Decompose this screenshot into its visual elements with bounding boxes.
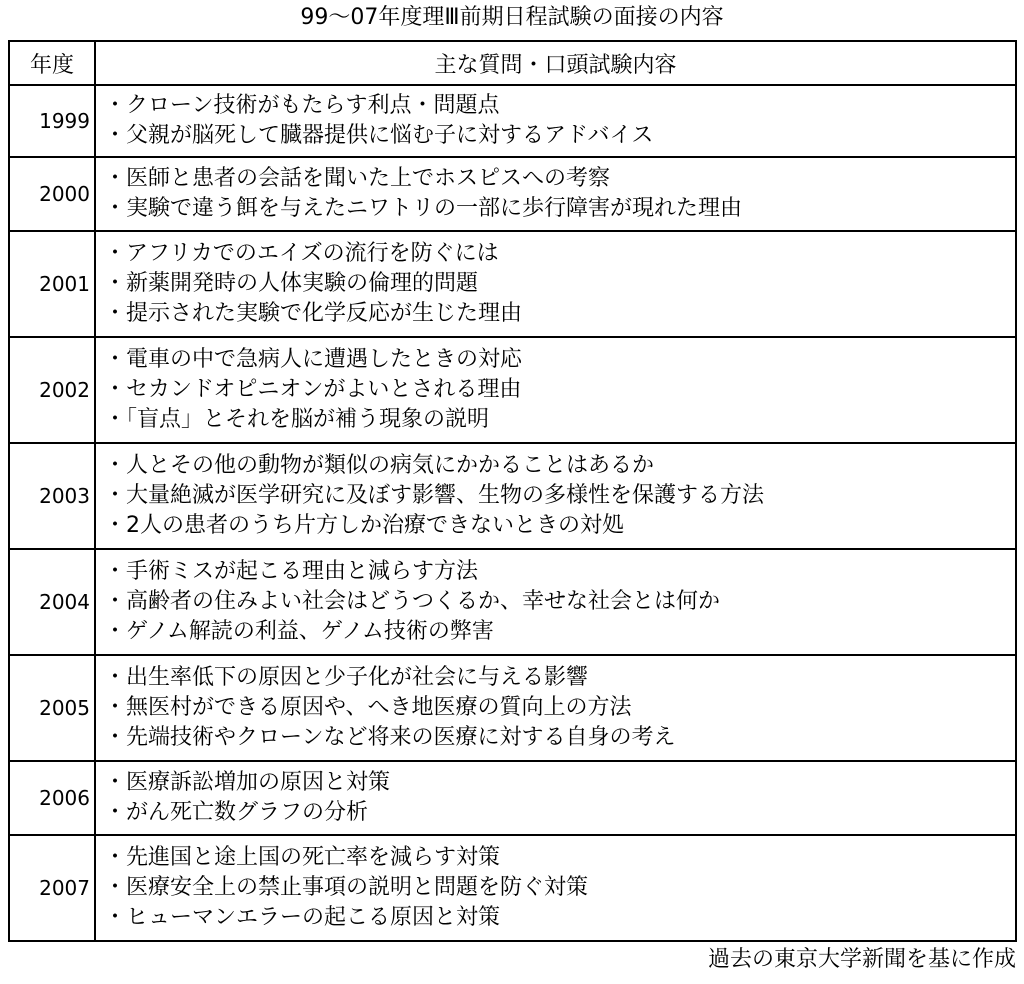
year-cell: 1999: [9, 85, 95, 157]
content-cell: [95, 443, 1016, 549]
table-row: [9, 655, 1016, 761]
question-item: ・人とその他の動物が類似の病気にかかることはあるか: [104, 453, 655, 478]
table-row: [9, 85, 1016, 157]
question-item: ・手術ミスが起こる理由と減らす方法: [104, 559, 479, 584]
question-item: ・電車の中で急病人に遭遇したときの対応: [104, 347, 523, 372]
content-cell: [95, 761, 1016, 835]
question-item: ・がん死亡数グラフの分析: [104, 800, 369, 825]
table-row: [9, 835, 1016, 941]
source-note: 過去の東京大学新聞を基に作成: [707, 947, 1016, 972]
question-item: ・出生率低下の原因と少子化が社会に与える影響: [104, 665, 589, 690]
question-item: ・医療安全上の禁止事項の説明と問題を防ぐ対策: [104, 875, 589, 900]
header-row: [9, 41, 1016, 85]
year-cell: 2003: [9, 443, 95, 549]
question-item: ・医師と患者の会話を聞いた上でホスピスへの考察: [104, 166, 611, 191]
interview-table: [8, 40, 1017, 942]
content-cell: [95, 337, 1016, 443]
question-item: ・セカンドオピニオンがよいとされる理由: [104, 377, 522, 402]
content-cell: [95, 549, 1016, 655]
question-item: ・無医村ができる原因や、へき地医療の質向上の方法: [104, 695, 632, 720]
question-item: ・先進国と途上国の死亡率を減らす対策: [104, 845, 501, 870]
table-row: [9, 337, 1016, 443]
question-item: ・大量絶滅が医学研究に及ぼす影響、生物の多様性を保護する方法: [104, 483, 765, 508]
content-cell: [95, 85, 1016, 157]
question-item: ・アフリカでのエイズの流行を防ぐには: [104, 241, 499, 266]
question-item: ・クローン技術がもたらす利点・問題点: [104, 93, 500, 118]
question-item: ・「盲点」とそれを脳が補う現象の説明: [104, 407, 490, 432]
year-cell: 2006: [9, 761, 95, 835]
content-cell: [95, 655, 1016, 761]
year-cell: 2005: [9, 655, 95, 761]
year-cell: 2000: [9, 157, 95, 231]
year-cell: 2007: [9, 835, 95, 941]
year-cell: 2002: [9, 337, 95, 443]
question-item: ・先端技術やクローンなど将来の医療に対する自身の考え: [104, 725, 676, 750]
table-row: [9, 549, 1016, 655]
table-row: [9, 443, 1016, 549]
question-item: ・2人の患者のうち片方しか治療できないときの対処: [104, 513, 624, 538]
page-title: 99～07年度理Ⅲ前期日程試験の面接の内容: [300, 5, 724, 30]
question-item: ・新薬開発時の人体実験の倫理的問題: [104, 271, 479, 296]
question-item: ・ヒューマンエラーの起こる原因と対策: [104, 905, 501, 930]
year-column-header: 年度: [9, 41, 95, 85]
year-cell: 2004: [9, 549, 95, 655]
question-item: ・ゲノム解読の利益、ゲノム技術の弊害: [104, 619, 494, 644]
table-row: [9, 761, 1016, 835]
content-column-header: 主な質問・口頭試験内容: [95, 41, 1016, 85]
question-item: ・提示された実験で化学反応が生じた理由: [104, 301, 523, 326]
question-item: ・高齢者の住みよい社会はどうつくるか、幸せな社会とは何か: [104, 589, 721, 614]
question-item: ・実験で違う餌を与えたニワトリの一部に歩行障害が現れた理由: [104, 196, 743, 221]
content-cell: [95, 157, 1016, 231]
content-cell: [95, 835, 1016, 941]
table-row: [9, 231, 1016, 337]
question-item: ・医療訴訟増加の原因と対策: [104, 770, 391, 795]
question-item: ・父親が脳死して臓器提供に悩む子に対するアドバイス: [104, 123, 654, 148]
content-cell: [95, 231, 1016, 337]
year-cell: 2001: [9, 231, 95, 337]
table-row: [9, 157, 1016, 231]
